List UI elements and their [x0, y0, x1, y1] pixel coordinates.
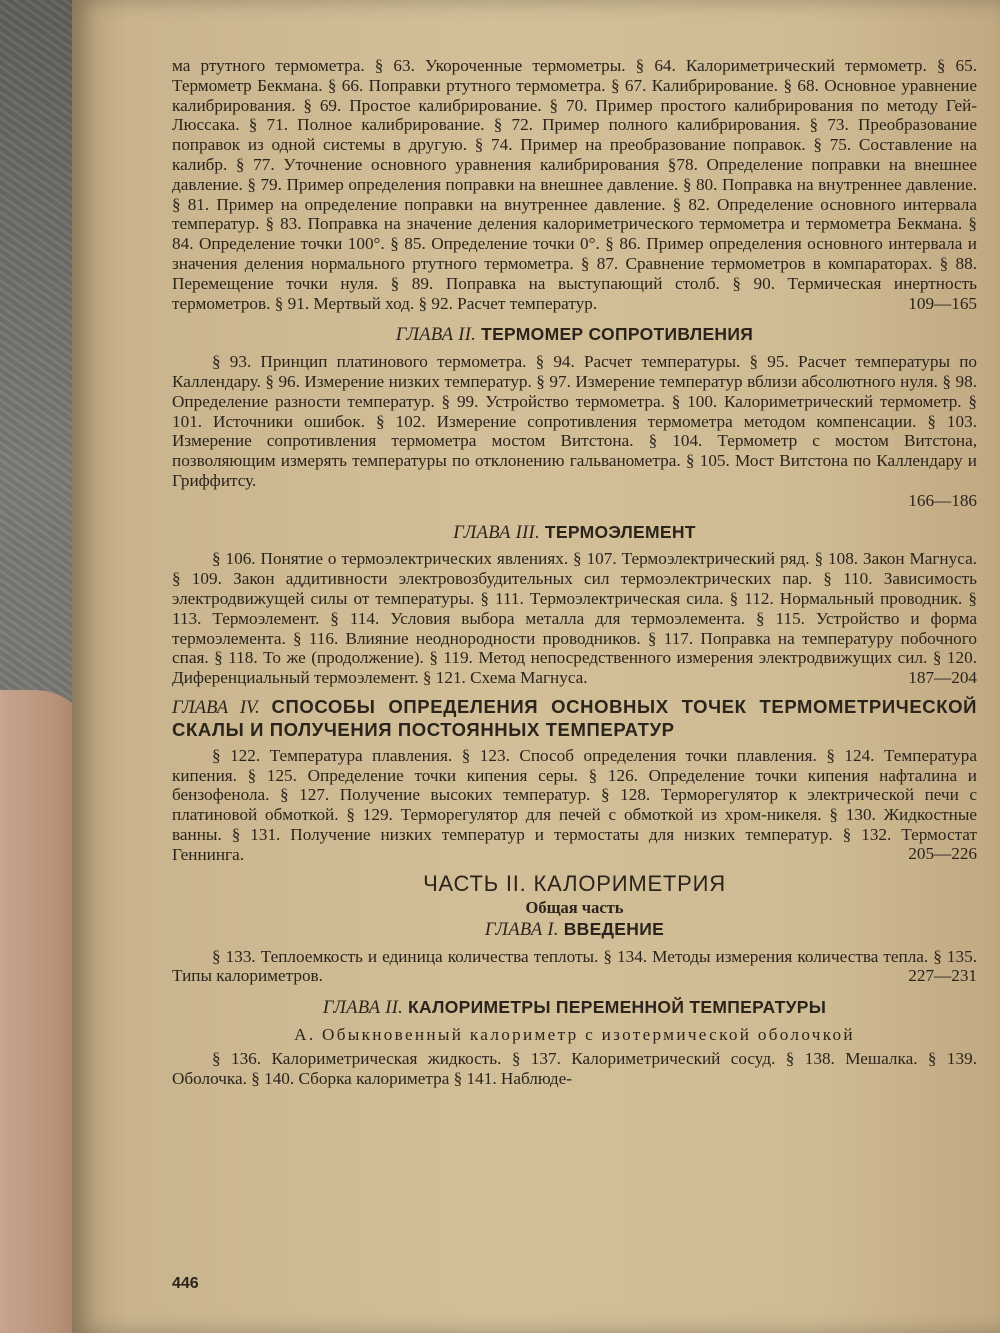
chapter-2-label: ГЛАВА II. — [395, 325, 477, 346]
section-a-heading: А. Обыкновенный калориметр с изотермической оболочкой — [294, 1024, 855, 1044]
chapter-3-heading — [172, 523, 977, 544]
toc-paragraph-1 — [172, 56, 977, 313]
toc-paragraph-6: § 136. Калориметрическая жидкость. § 137. Калориметрический сосуд. § 138. Мешалка. § 139. Оболочка. § 140. Сборка калориметра § 141. Наблюде- — [172, 1048, 977, 1088]
toc-paragraph-5: § 133. Теплоемкость и единица количества теплоты. § 134. Методы измерения количества тепла. § 135. Типы калориметров. — [172, 946, 977, 986]
chapter-1-title: ВВЕДЕНИЕ — [563, 918, 665, 939]
toc-paragraph-4: § 122. Температура плавления. § 123. Способ определения точки плавления. § 124. Температура кипения. § 125. Определение точки кипения серы. § 126. Определение точки кипения нафталина и бензофенола. § 127. Получение высоких температур. § 128. Терморегулятор к электрической печи с платиновой обмоткой. § 129. Терморегулятор для печей с обмоткой из хром-никеля. § 130. Жидкостные ванны. § 131. Получение низких температур и термостаты для низких температур. § 132. Термостат Геннинга. — [172, 745, 977, 864]
book-page — [72, 0, 1000, 1333]
chapter-4-label: ГЛАВА IV. — [172, 697, 260, 718]
toc-paragraph-3-pages: 187—204 — [908, 667, 977, 687]
page-number: 446 — [172, 1275, 199, 1292]
toc-paragraph-2: § 93. Принцип платинового термометра. § 94. Расчет температуры. § 95. Расчет температуры по Каллендару. § 96. Измерение низких температур. § 97. Измерение температур вблизи абсолютного нуля. § 98. Определение разности температур. § 99. Устройство термометра. § 100. Калориметрический термометр. § 101. Источники ошибок. § 102. Измерение сопротивления термометра методом компенсации. § 103. Измерение сопротивления термометра мостом Витстона. § 104. Термометр с мостом Витстона, позволяющим измерять температуры по отклонению гальванометра. § 105. Мост Витстона по Каллендару и Гриффитсу. — [172, 352, 977, 490]
table-of-contents — [172, 56, 977, 1088]
chapter-4-heading — [172, 696, 977, 742]
chapter-3-title: ТЕРМОЭЛЕМЕНТ — [544, 521, 696, 542]
chapter-3-label: ГЛАВА III. — [453, 522, 540, 543]
toc-paragraph-1-pages: 109—165 — [908, 293, 977, 313]
general-part-heading: Общая часть — [525, 898, 624, 918]
chapter-2b-label: ГЛАВА II. — [322, 998, 404, 1019]
part-2-heading: ЧАСТЬ II. КАЛОРИМЕТРИЯ — [423, 871, 726, 897]
chapter-1-heading — [172, 920, 977, 941]
toc-paragraph-3: § 106. Понятие о термоэлектрических явлениях. § 107. Термоэлектрический ряд. § 108. Закон Магнуса. § 109. Закон аддитивности электровозбудительных сил термоэлектрических пар. § 110. Зависимость электродвижущей силы от температуры. § 111. Термоэлектрическая сила. § 112. Нормальный проводник. § 113. Термоэлемент. § 114. Условия выбора металла для термоэлемента. § 115. Устройство и форма термоэлемента. § 116. Влияние неоднородности проводников. § 117. Поправка на температуру побочного спая. § 118. То же (продолжение). § 119. Метод непосредственного измерения электродвижущих сил. § 120. Диференциальный термоэлемент. § 121. Схема Магнуса. — [172, 549, 977, 688]
chapter-4-title: СПОСОБЫ ОПРЕДЕЛЕНИЯ ОСНОВНЫХ ТОЧЕК ТЕРМОМЕТРИЧЕСКОЙ СКАЛЫ И ПОЛУЧЕНИЯ ПОСТОЯННЫХ ТЕМПЕРАТУР — [172, 695, 977, 740]
toc-paragraph-4-pages: 205—226 — [908, 844, 977, 864]
chapter-2b-title: КАЛОРИМЕТРЫ ПЕРЕМЕННОЙ ТЕМПЕРАТУРЫ — [408, 997, 827, 1018]
toc-paragraph-2-pages: 166—186 — [908, 490, 977, 510]
toc-paragraph-5-pages: 227—231 — [908, 966, 977, 986]
chapter-1-label: ГЛАВА I. — [484, 919, 559, 940]
chapter-2-heading — [172, 325, 977, 346]
chapter-2b-heading — [172, 998, 977, 1019]
chapter-2-title: ТЕРМОМЕР СОПРОТИВЛЕНИЯ — [481, 324, 754, 345]
toc-paragraph-1-text: ма ртутного термометра. § 63. Укороченные термометры. § 64. Калориметрический термометр. § 65. Термометр Бекмана. § 66. Поправки ртутного термометра. § 67. Калибрирование. § 68. Основное уравнение калибрирования. § 69. Простое калибрирование. § 70. Пример простого калибрирования по методу Гей-Люссака. § 71. Полное калибрирование. § 72. Пример полного калибрирования. § 73. Преобразование поправок из одной системы в другую. § 74. Пример на преобразование поправок. § 75. Составление на калибр. § 77. Уточнение основного уравнения калибрирования §78. Определение поправки на внешнее давление. § 79. Пример определения поправки на внешнее давление. § 80. Поправка на внутреннее давление. § 81. Пример на определение поправки на внутреннее давление. § 82. Определение основного интервала температур. § 83. Поправка на значение деления калориметрического термометра и термометра Бекмана. § 84. Определение точки 100°. § 85. Определение точки 0°. § 86. Пример определения основного интервала и значения деления нормального ртутного термометра. § 87. Сравнение термометров в компараторах. § 88. Перемещение точки нуля. § 89. Поправка на выступающий столб. § 90. Термическая инертность термометров. § 91. Мертвый ход. § 92. Расчет температур. — [172, 56, 977, 313]
